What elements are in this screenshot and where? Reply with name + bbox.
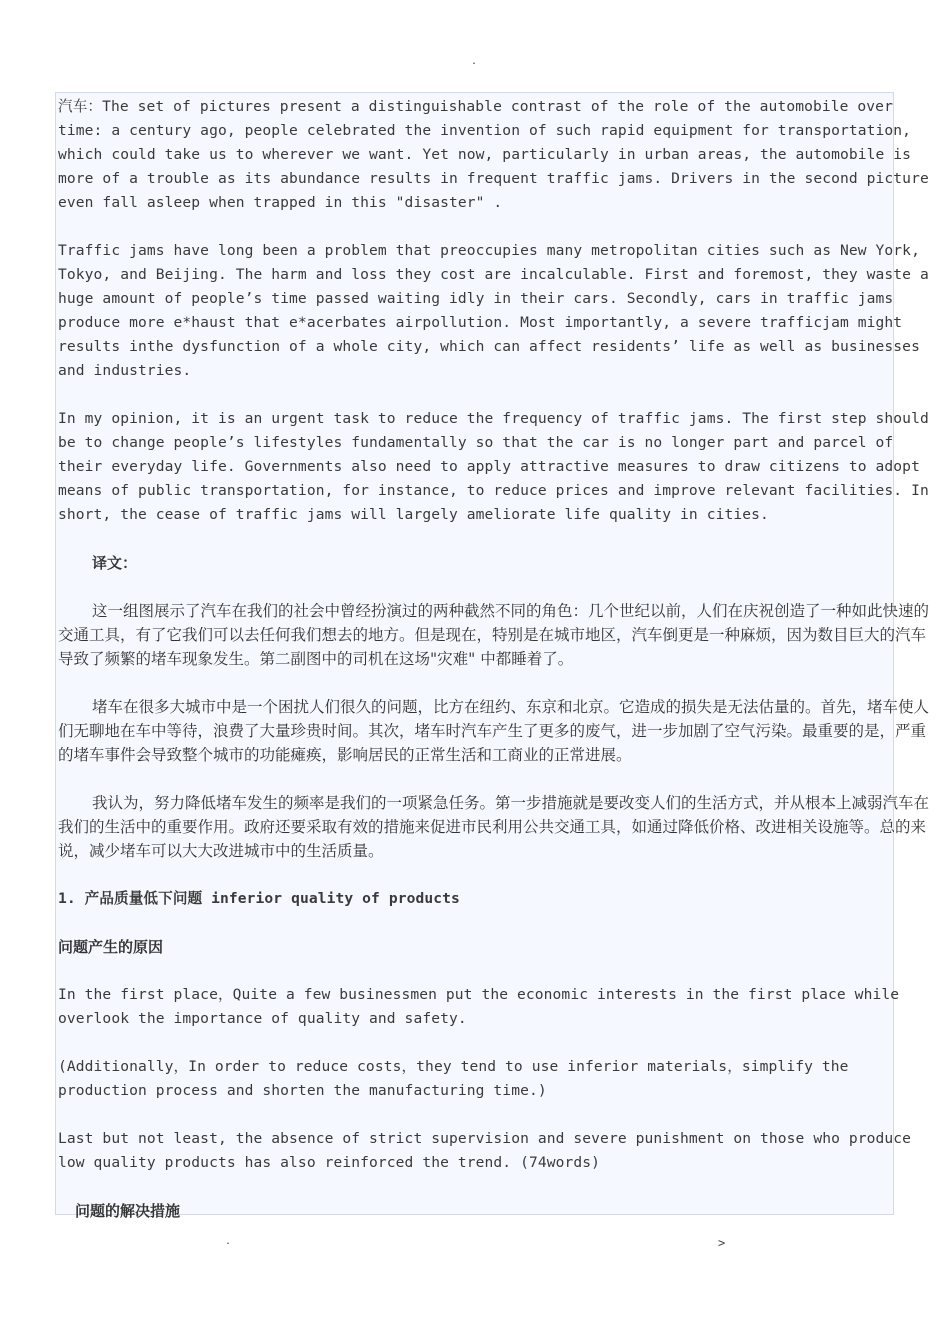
document-body: [58, 95, 938, 1247]
essay-paragraph-3: In my opinion, it is an urgent task to reduce the frequency of traffic jams. The first step should be to change people’s lifestyles fundamentally so that the car is no longer part and parcel of their everyday life. Governments also need to apply attractive measures to draw citizens to adopt means of public transportation, for instance, to reduce prices and improve relevant facilities. In short, the cease of traffic jams will largely ameliorate life quality in cities.: [58, 410, 929, 523]
footer-mark-left: .: [225, 1236, 232, 1247]
header-mark: .: [471, 56, 478, 67]
essay-paragraph-1: 汽车：The set of pictures present a distinguishable contrast of the role of the automobile over time: a century ago, people celebrated the invention of such rapid equipment for transportation, which could take us to wherever we want. Yet now, particularly in urban areas, the automobile is more of a trouble as its abundance results in frequent traffic jams. Drivers in the second picture even fall asleep when trapped in this "disaster" .: [58, 98, 929, 211]
translation-paragraph-2: 堵车在很多大城市中是一个困扰人们很久的问题，比方在纽约、东京和北京。它造成的损失是无法估量的。首先，堵车使人们无聊地在车中等待，浪费了大量珍贵时间。其次，堵车时汽车产生了更多的废气，进一步加剧了空气污染。最重要的是，严重的堵车事件会导致整个城市的功能瘫痪，影响居民的正常生活和工商业的正常进展。: [58, 698, 930, 764]
translation-paragraph-3: 我认为，努力降低堵车发生的频率是我们的一项紧急任务。第一步措施就是要改变人们的生活方式，并从根本上减弱汽车在我们的生活中的重要作用。政府还要采取有效的措施来促进市民利用公共交通工具，如通过降低价格、改进相关设施等。总的来说，减少堵车可以大大改进城市中的生活质量。: [58, 794, 930, 860]
cause-item-1: In the first place，Quite a few businessmen put the economic interests in the first place while overlook the importance of quality and safety.: [58, 986, 900, 1027]
cause-item-2: (Additionally，In order to reduce costs，they tend to use inferior materials，simplify the production process and shorten the manufacturing time.): [58, 1058, 849, 1099]
footer-mark-right: >: [718, 1236, 726, 1250]
causes-heading: 问题产生的原因: [58, 938, 164, 956]
section-title: 1. 产品质量低下问题 inferior quality of products: [58, 890, 460, 907]
essay-paragraph-2: Traffic jams have long been a problem that preoccupies many metropolitan cities such as New York, Tokyo, and Beijing. The harm and loss they cost are incalculable. First and foremost, they waste a huge amount of people’s time passed waiting idly in their cars. Secondly, cars in traffic jams produce more e*haust that e*acerbates airpollution. Most importantly, a severe trafficjam might results inthe dysfunction of a whole city, which can affect residents’ life as well as businesses and industries.: [58, 242, 929, 379]
translation-paragraph-1: 这一组图展示了汽车在我们的社会中曾经扮演过的两种截然不同的角色：几个世纪以前，人们在庆祝创造了一种如此快速的交通工具，有了它我们可以去任何我们想去的地方。但是现在，特别是在城市地区，汽车倒更是一种麻烦，因为数目巨大的汽车导致了频繁的堵车现象发生。第二副图中的司机在这场"灾难" 中都睡着了。: [58, 602, 930, 668]
cause-item-3: Last but not least, the absence of strict supervision and severe punishment on those who produce low quality products has also reinforced the trend. (74words): [58, 1130, 912, 1171]
solutions-heading: 问题的解决措施: [75, 1202, 181, 1220]
translation-heading: 译文：: [92, 554, 138, 572]
